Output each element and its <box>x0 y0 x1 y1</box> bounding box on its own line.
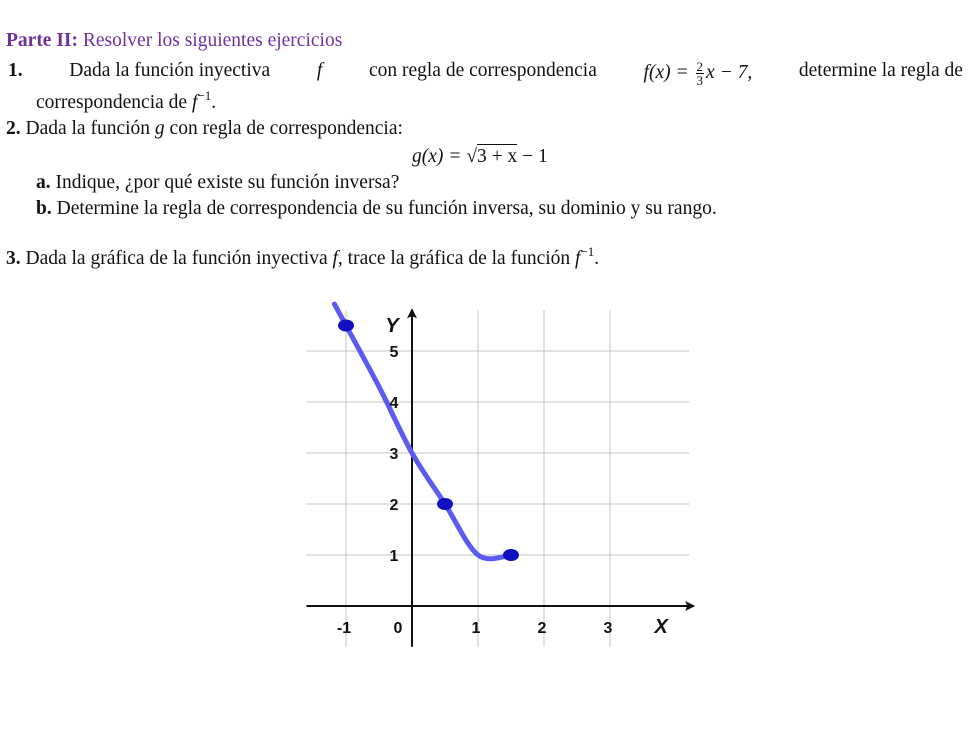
x-tick-label-1: 1 <box>471 620 481 637</box>
question-1-line-1 <box>8 60 963 87</box>
q1-frac-den: 3 <box>696 73 704 88</box>
y-tick-label-1: 1 <box>389 548 399 565</box>
q1-text-c: determine la regla de <box>798 60 963 81</box>
question-1-line-2 <box>36 88 217 114</box>
q2-formula <box>412 146 548 168</box>
q1-formula <box>644 60 753 87</box>
q1-f: f <box>316 60 323 81</box>
q1-finv: f <box>191 92 198 113</box>
curve-point-2 <box>437 498 453 510</box>
q2-number: 2. <box>6 118 21 139</box>
q1-formula-rhs: x − 7, <box>706 61 753 83</box>
q2-text-b: con regla de correspondencia: <box>169 118 403 139</box>
q2-item-b <box>36 198 717 220</box>
q3-number: 3. <box>6 248 21 269</box>
x-tick-label-0: 0 <box>393 620 403 637</box>
q1-frac-num: 2 <box>696 59 704 74</box>
curve <box>334 304 519 561</box>
grid <box>306 310 689 647</box>
q3-period: . <box>594 248 600 269</box>
question-2-line <box>6 118 403 140</box>
axes <box>306 310 693 647</box>
function-curve <box>334 304 511 559</box>
q1-period: . <box>211 92 217 113</box>
y-tick-label-4: 4 <box>389 395 399 412</box>
x-axis-label: X <box>654 616 668 638</box>
x-tick-label--1: -1 <box>336 620 352 637</box>
q2-text: Dada la función <box>25 118 151 139</box>
question-3-line <box>6 244 600 270</box>
q1-number: 1. <box>8 60 23 81</box>
q1-fraction <box>696 60 705 87</box>
q3-text: Dada la gráfica de la función inyectiva <box>25 248 328 269</box>
y-tick-label-3: 3 <box>389 446 399 463</box>
y-tick-label-2: 2 <box>389 497 399 514</box>
q1-text-d: correspondencia de <box>36 92 188 113</box>
part-heading <box>6 30 342 52</box>
q2-item-a <box>36 172 399 194</box>
q2-b-text: Determine la regla de correspondencia de su función inversa, su dominio y su rango. <box>56 198 717 219</box>
axis-labels <box>337 315 670 638</box>
q2-a-text: Indique, ¿por qué existe su función inversa? <box>55 172 400 193</box>
curve-point-1 <box>338 320 354 332</box>
part-title: Resolver los siguientes ejercicios <box>82 30 343 51</box>
part-label: Parte II: <box>6 30 79 51</box>
q1-finv-exp: −1 <box>197 88 212 103</box>
x-tick-label-2: 2 <box>537 620 547 637</box>
y-axis-label: Y <box>385 315 399 338</box>
q2-formula-lhs: g(x) = <box>412 146 462 167</box>
q3-f: f <box>332 248 338 269</box>
x-tick-label-3: 3 <box>603 620 613 637</box>
q3-finv: f <box>575 248 581 269</box>
q2-a-label: a. <box>36 172 51 193</box>
q2-b-label: b. <box>36 198 52 219</box>
q3-text-b: , trace la gráfica de la función <box>337 248 571 269</box>
q2-formula-rhs: − 1 <box>522 146 548 167</box>
sqrt-symbol: √ <box>466 146 478 167</box>
q2-sqrt-arg: 3 + x <box>477 146 518 167</box>
curve-point-3 <box>503 549 519 561</box>
q1-text-a: Dada la función inyectiva <box>69 60 271 81</box>
q2-g: g <box>154 118 165 139</box>
q1-formula-lhs: f(x) = <box>643 61 689 83</box>
q1-text-b: con regla de correspondencia <box>368 60 597 81</box>
y-tick-label-5: 5 <box>389 344 399 361</box>
q3-finv-exp: −1 <box>580 244 595 259</box>
